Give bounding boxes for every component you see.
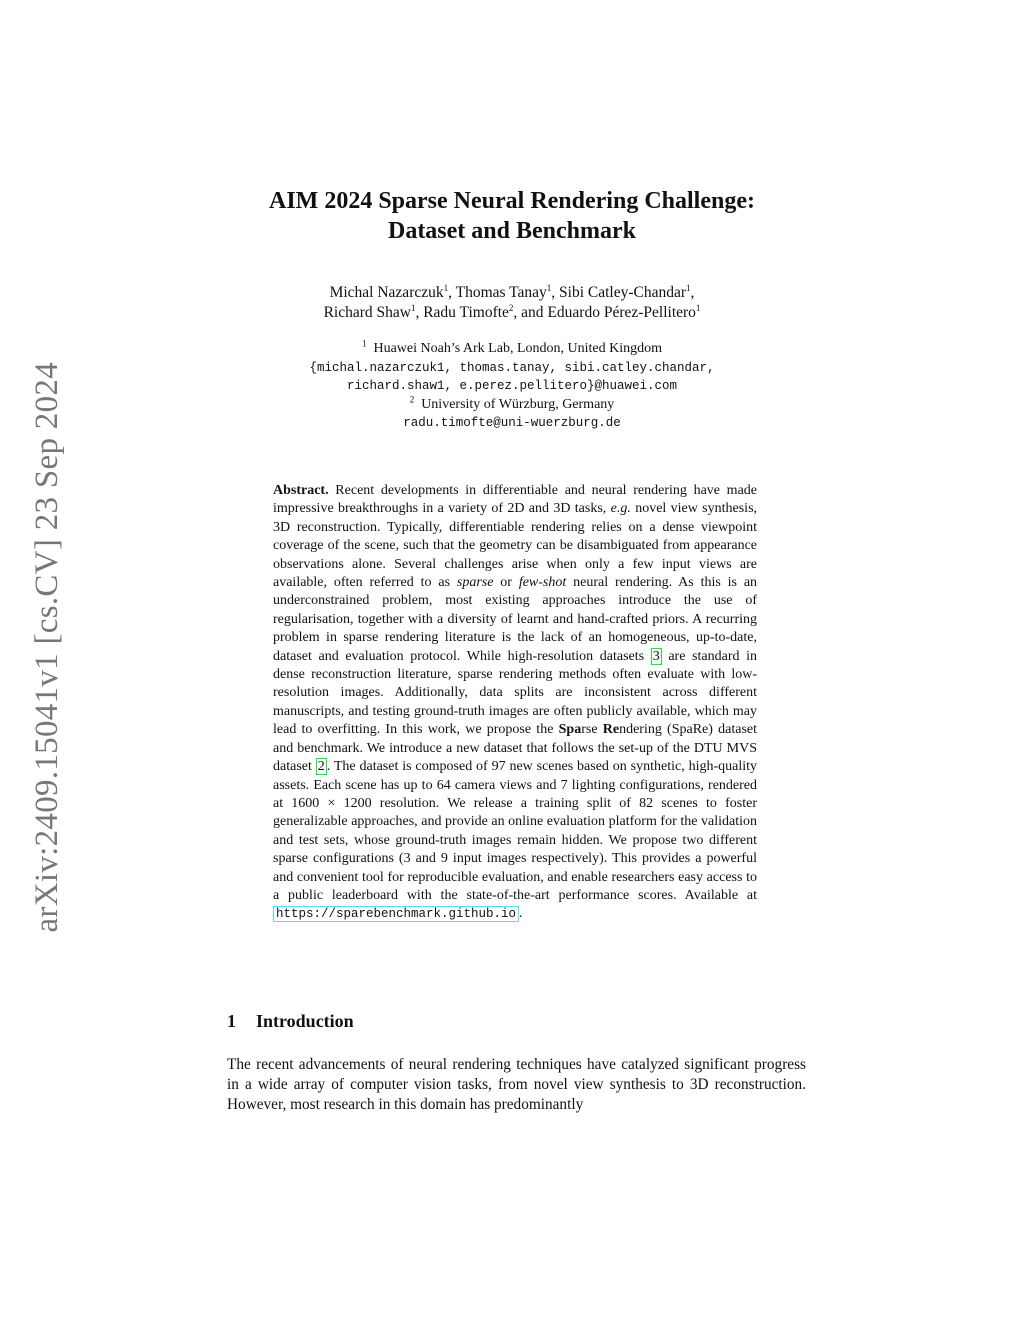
author-name: Thomas Tanay [455,284,547,301]
paper-title [200,186,824,246]
affil-marker: 1 [695,302,701,313]
citation-link[interactable]: 3 [652,648,660,664]
affil-marker: 1 [410,302,416,313]
author-line-2: Richard Shaw$^1$, Radu Timofte$^2$, and Eduardo Pérez-Pellitero$^1$ [323,302,701,321]
abstract-text: neural rendering. As this is an underconstrained problem, most existing approaches introduce the use of regularisation, together with a diversity of learnt and hand-crafted priors. A recurring problem in sparse rendering literature is the lack of an homogeneous, up-to-date, dataset and evaluation protocol. While high-resolution datasets [273,575,758,664]
abstract-text: Re [602,722,620,738]
arxiv-sidebar-stamp [25,355,69,940]
affiliation-1-emails-cont: richard.shaw1, e.perez.pellitero}@huawei.com [346,379,678,393]
affiliation-1 [200,340,824,359]
affil-marker: 1 [546,282,552,293]
author-name: Richard Shaw [323,304,411,321]
affiliation-2-email: radu.timofte@uni-wuerzburg.de [403,416,621,430]
intro-paragraph: The recent advancements of neural rendering techniques have catalyzed significant progress in a wide array of computer vision tasks, from novel view synthesis to 3D reconstruction. However, most research in this domain has predominantly [227,1056,806,1113]
title-line-2: Dataset and Benchmark [387,218,636,244]
benchmark-url-link[interactable]: https://sparebenchmark.github.io [273,906,519,922]
affiliation-2 [200,393,824,415]
affil-marker: 1 [361,338,367,349]
affiliation-1-emails: {michal.nazarczuk1, thomas.tanay, sibi.catley.chandar, [309,360,715,375]
abstract-text: . The dataset is composed of 97 new scenes based on synthetic, high-quality assets. Each scene has up to 64 camera views and 7 lighting configurations, rendered at 1600 × 1200 resolution. We release a training split of 82 scenes to foster generalizable approaches, and provide an online evaluation platform for the validation and test sets, whose ground-truth images remain hidden. We propose two different sparse configurations (3 and 9 input images respectively). This provides a powerful and convenient tool for reproducible evaluation, and enable researchers easy access to a public leaderboard with the state-of-the-art performance scores. Available at [273,759,757,903]
abstract-text: . [519,906,523,922]
abstract-text: novel view synthesis, 3D reconstruction. Typically, differentiable rendering relies on a dense viewpoint coverage of the scene, such that the geometry can be disambiguated from appearance observations alone. Several challenges arise when only a few input views are available, often referred to as [273,501,758,591]
abstract-text: Spa [558,722,582,738]
abstract-text: are standard in dense reconstruction literature, sparse rendering methods often evaluate with low-resolution images. Additionally, data splits are inconsistent across different manuscripts, and testing ground-truth images are often publicly available, which may lead to overfitting. In this work, we propose the [273,648,757,738]
affil-marker: 1 [443,282,449,293]
section-number: 1 [227,1011,236,1031]
author-name: Michal Nazarczuk [329,284,444,301]
affiliation-name: Huawei Noah’s Ark Lab, London, United Kingdom [373,341,662,356]
affiliation-name: University of Würzburg, Germany [421,396,615,412]
abstract-text: e.g. [610,501,631,517]
author-name: Radu Timofte [423,304,509,321]
abstract-label: Abstract. [273,483,329,498]
abstract-text: ndering (SpaRe) dataset and benchmark. We introduce a new dataset that follows the set-up of the DTU MVS dataset [273,722,758,775]
abstract-text: sparse [456,575,494,591]
affil-marker: 2 [508,302,514,313]
section-title: Introduction [256,1011,354,1031]
abstract-text: Recent developments in differentiable and neural rendering have made impressive breakthroughs in a variety of 2D and 3D tasks, [273,483,758,517]
abstract-text: rse [581,722,598,738]
affil-marker: 1 [686,282,691,293]
author-name: Eduardo Pérez-Pellitero [547,304,696,321]
affil-marker: 2 [409,393,415,404]
author-list [200,283,824,323]
section-heading [227,1011,354,1032]
citation-link[interactable]: 2 [317,759,325,775]
abstract-text: or [500,575,512,591]
title-line-1: AIM 2024 Sparse Neural Rendering Challenge: [269,188,755,214]
abstract [273,482,757,924]
abstract-text: few-shot [518,575,567,591]
author-line-1: Michal Nazarczuk$^1$, Thomas Tanay$^1$, Sibi Catley-Chandar$^1$, [329,282,695,301]
author-name: Sibi Catley-Chandar [559,284,687,301]
affiliations [200,340,824,433]
arxiv-id: arXiv:2409.15041v1 [cs.CV] 23 Sep 2024 [28,362,65,933]
